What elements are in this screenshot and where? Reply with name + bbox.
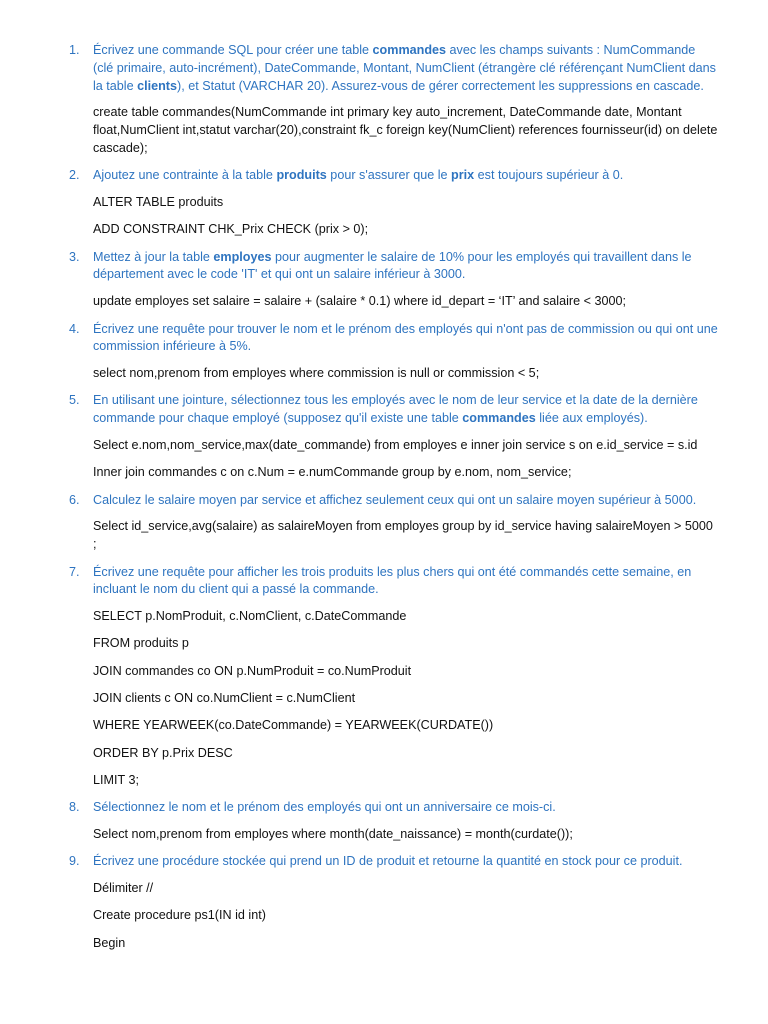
exercise-item bbox=[69, 492, 718, 554]
question-keyword: clients bbox=[137, 78, 178, 93]
exercise-item bbox=[69, 392, 718, 482]
question bbox=[69, 249, 718, 285]
question-text bbox=[93, 564, 718, 600]
question-text bbox=[93, 321, 718, 357]
answer-line: ADD CONSTRAINT CHK_Prix CHECK (prix > 0); bbox=[93, 222, 369, 237]
question bbox=[69, 799, 718, 817]
question bbox=[69, 392, 718, 428]
answer-line: Délimiter // bbox=[93, 881, 154, 896]
answer-line: Inner join commandes c on c.Num = e.numCommande group by e.nom, nom_service; bbox=[93, 465, 572, 480]
answer-line: ORDER BY p.Prix DESC bbox=[93, 745, 233, 760]
answer-line: SELECT p.NomProduit, c.NomClient, c.DateCommande bbox=[93, 609, 407, 624]
exercise-item bbox=[69, 564, 718, 790]
question-number: 3. bbox=[69, 249, 80, 264]
question-keyword: prix bbox=[451, 168, 475, 183]
answer-line: JOIN clients c ON co.NumClient = c.NumClient bbox=[93, 691, 356, 706]
question-text bbox=[93, 42, 718, 95]
question-number: 7. bbox=[69, 564, 80, 579]
question-text-segment: Écrivez une procédure stockée qui prend un ID de produit et retourne la quantité en stock pour ce produit. bbox=[93, 854, 683, 869]
answer-line: Select id_service,avg(salaire) as salaireMoyen from employes group by id_service having salaireMoyen > 5000 ; bbox=[93, 519, 713, 552]
question-text-segment: Écrivez une requête pour trouver le nom et le prénom des employés qui n'ont pas de commission ou qui ont une commission inférieure à 5%. bbox=[93, 321, 718, 354]
question-text bbox=[93, 853, 718, 871]
answer-line: ALTER TABLE produits bbox=[93, 195, 224, 210]
question-text-segment: Sélectionnez le nom et le prénom des employés qui ont un anniversaire ce mois-ci. bbox=[93, 800, 556, 815]
question-number: 6. bbox=[69, 492, 80, 507]
question-number: 4. bbox=[69, 321, 80, 336]
question-text-segment: Mettez à jour la table bbox=[93, 249, 214, 264]
question-text-segment: Ajoutez une contrainte à la table bbox=[93, 168, 277, 183]
question-text-segment: pour s'assurer que le bbox=[326, 168, 452, 183]
answer-line: Select nom,prenom from employes where month(date_naissance) = month(curdate()); bbox=[93, 827, 573, 841]
answer-line: LIMIT 3; bbox=[93, 772, 139, 787]
question-number: 8. bbox=[69, 800, 80, 815]
question-number: 5. bbox=[69, 393, 80, 408]
answer-line: JOIN commandes co ON p.NumProduit = co.NumProduit bbox=[93, 663, 412, 678]
question bbox=[69, 321, 718, 357]
exercise-item bbox=[69, 799, 718, 844]
answer-line: update employes set salaire = salaire + (salaire * 0.1) where id_depart = ‘IT’ and salaire < 3000; bbox=[93, 294, 626, 309]
question bbox=[69, 492, 718, 510]
question-text bbox=[93, 799, 718, 817]
question bbox=[69, 167, 718, 185]
answer-line: FROM produits p bbox=[93, 636, 189, 651]
answer-line: Begin bbox=[93, 935, 126, 950]
question-text-segment: Écrivez une requête pour afficher les trois produits les plus chers qui ont été commandés cette semaine, en incluant le nom du client qui a passé la commande. bbox=[93, 564, 692, 597]
question-text bbox=[93, 167, 718, 185]
question-text-segment: ), et Statut (VARCHAR 20). Assurez-vous de gérer correctement les suppressions en cascade. bbox=[177, 78, 704, 93]
question-number: 2. bbox=[69, 168, 80, 183]
question-text-segment: liée aux employés). bbox=[535, 411, 648, 426]
exercise-item bbox=[69, 853, 718, 952]
question-number: 9. bbox=[69, 854, 80, 869]
question-text-segment: En utilisant une jointure, sélectionnez tous les employés avec le nom de leur service et la date de la dernière commande pour chaque employé (supposez qu'il existe une table bbox=[93, 393, 698, 426]
question-keyword: commandes bbox=[462, 411, 536, 426]
question-text-segment: Calculez le salaire moyen par service et affichez seulement ceux qui ont un salaire moyen supérieur à 5000. bbox=[93, 492, 697, 507]
exercise-item bbox=[69, 42, 718, 158]
question-keyword: produits bbox=[276, 168, 327, 183]
question bbox=[69, 42, 718, 95]
answer-line: WHERE YEARWEEK(co.DateCommande) = YEARWEEK(CURDATE()) bbox=[93, 718, 494, 733]
question-text bbox=[93, 249, 718, 285]
question-text-segment: est toujours supérieur à 0. bbox=[474, 168, 624, 183]
question-text bbox=[93, 392, 718, 428]
answer-line: Create procedure ps1(IN id int) bbox=[93, 908, 266, 923]
question bbox=[69, 564, 718, 600]
question-text-segment: avec les champs suivants : NumCommande (clé primaire, auto-incrément), DateCommande, Montant, NumClient (étrangère clé référençant NumClient dans la table bbox=[93, 43, 716, 93]
exercise-item bbox=[69, 249, 718, 311]
question-keyword: employes bbox=[213, 249, 272, 264]
exercise-item bbox=[69, 167, 718, 239]
question-number: 1. bbox=[69, 43, 80, 57]
question bbox=[69, 853, 718, 871]
answer-line: select nom,prenom from employes where commission is null or commission < 5; bbox=[93, 366, 540, 381]
question-text-segment: pour augmenter le salaire de 10% pour les employés qui travaillent dans le département avec le code 'IT' et qui ont un salaire inférieur à 3000. bbox=[93, 249, 692, 282]
exercise-item bbox=[69, 321, 718, 383]
answer-line: create table commandes(NumCommande int primary key auto_increment, DateCommande date, Montant float,NumClient int,statut varchar(20),constraint fk_c foreign key(NumClient) references fournisseur(id) on delete cascade); bbox=[93, 105, 718, 155]
question-text bbox=[93, 492, 718, 510]
question-keyword: commandes bbox=[372, 43, 447, 57]
answer-line: Select e.nom,nom_service,max(date_commande) from employes e inner join service s on e.id_service = s.id bbox=[93, 438, 698, 453]
question-text-segment: Écrivez une commande SQL pour créer une table bbox=[93, 43, 373, 57]
